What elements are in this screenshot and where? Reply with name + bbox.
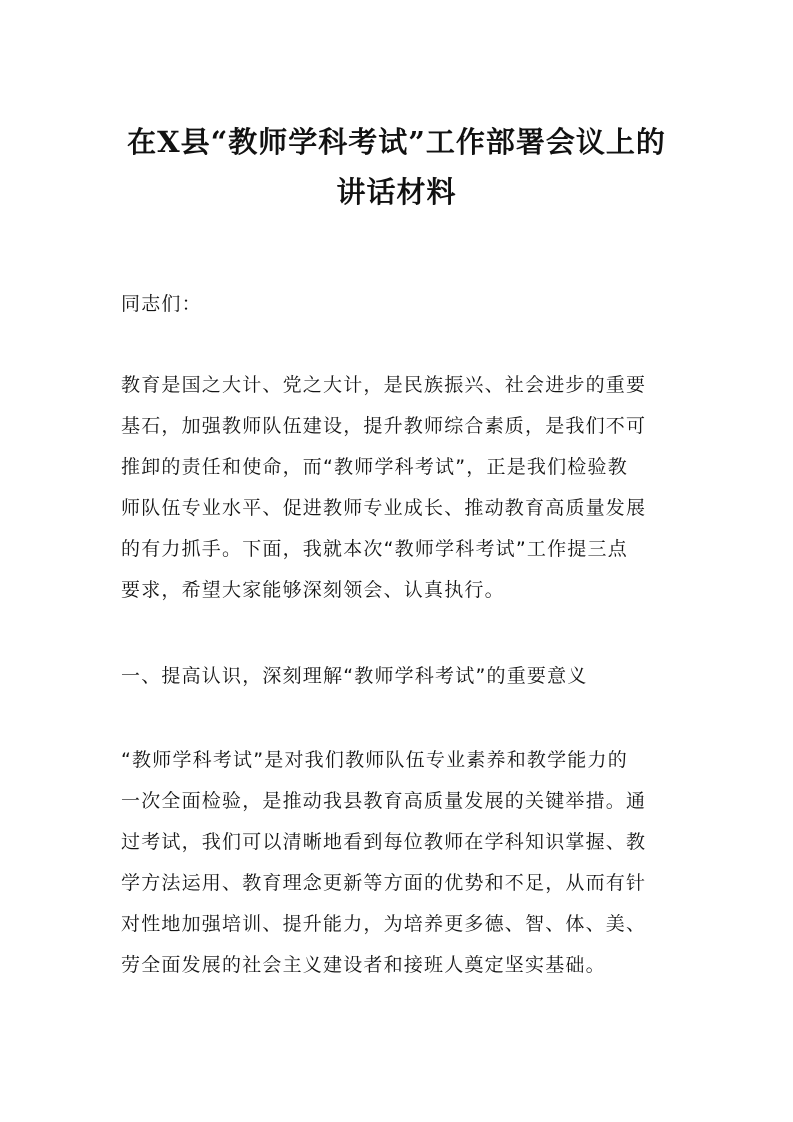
paragraph-2-line: 过考试，我们可以清晰地看到每位教师在学科知识掌握、教 — [121, 831, 647, 853]
paragraph-1-line: 的有力抓手。下面，我就本次“教师学科考试”工作提三点 — [121, 538, 628, 560]
paragraph-1-line: 基石，加强教师队伍建设，提升教师综合素质，是我们不可 — [121, 415, 647, 437]
paragraph-1-line: 教育是国之大计、党之大计，是民族振兴、社会进步的重要 — [121, 374, 647, 396]
document-title-line-1: 在X县“教师学科考试”工作部署会议上的 — [127, 125, 666, 159]
paragraph-1-line: 师队伍专业水平、促进教师专业成长、推动教育高质量发展 — [121, 497, 647, 519]
paragraph-2-line: 对性地加强培训、提升能力，为培养更多德、智、体、美、 — [121, 913, 647, 935]
paragraph-2-line: 劳全面发展的社会主义建设者和接班人奠定坚实基础。 — [121, 954, 606, 976]
paragraph-2-line: “教师学科考试”是对我们教师队伍专业素养和教学能力的 — [121, 749, 628, 771]
paragraph-1-line: 要求，希望大家能够深刻领会、认真执行。 — [121, 579, 505, 601]
paragraph-1-line: 推卸的责任和使命，而“教师学科考试”，正是我们检验教 — [121, 456, 628, 478]
document-title-line-2: 讲话材料 — [336, 175, 457, 209]
section-heading-1: 一、提高认识，深刻理解“教师学科考试”的重要意义 — [121, 665, 588, 687]
paragraph-2-line: 学方法运用、教育理念更新等方面的优势和不足，从而有针 — [121, 872, 647, 894]
salutation: 同志们： — [121, 293, 202, 315]
paragraph-2-line: 一次全面检验，是推动我县教育高质量发展的关键举措。通 — [121, 790, 647, 812]
